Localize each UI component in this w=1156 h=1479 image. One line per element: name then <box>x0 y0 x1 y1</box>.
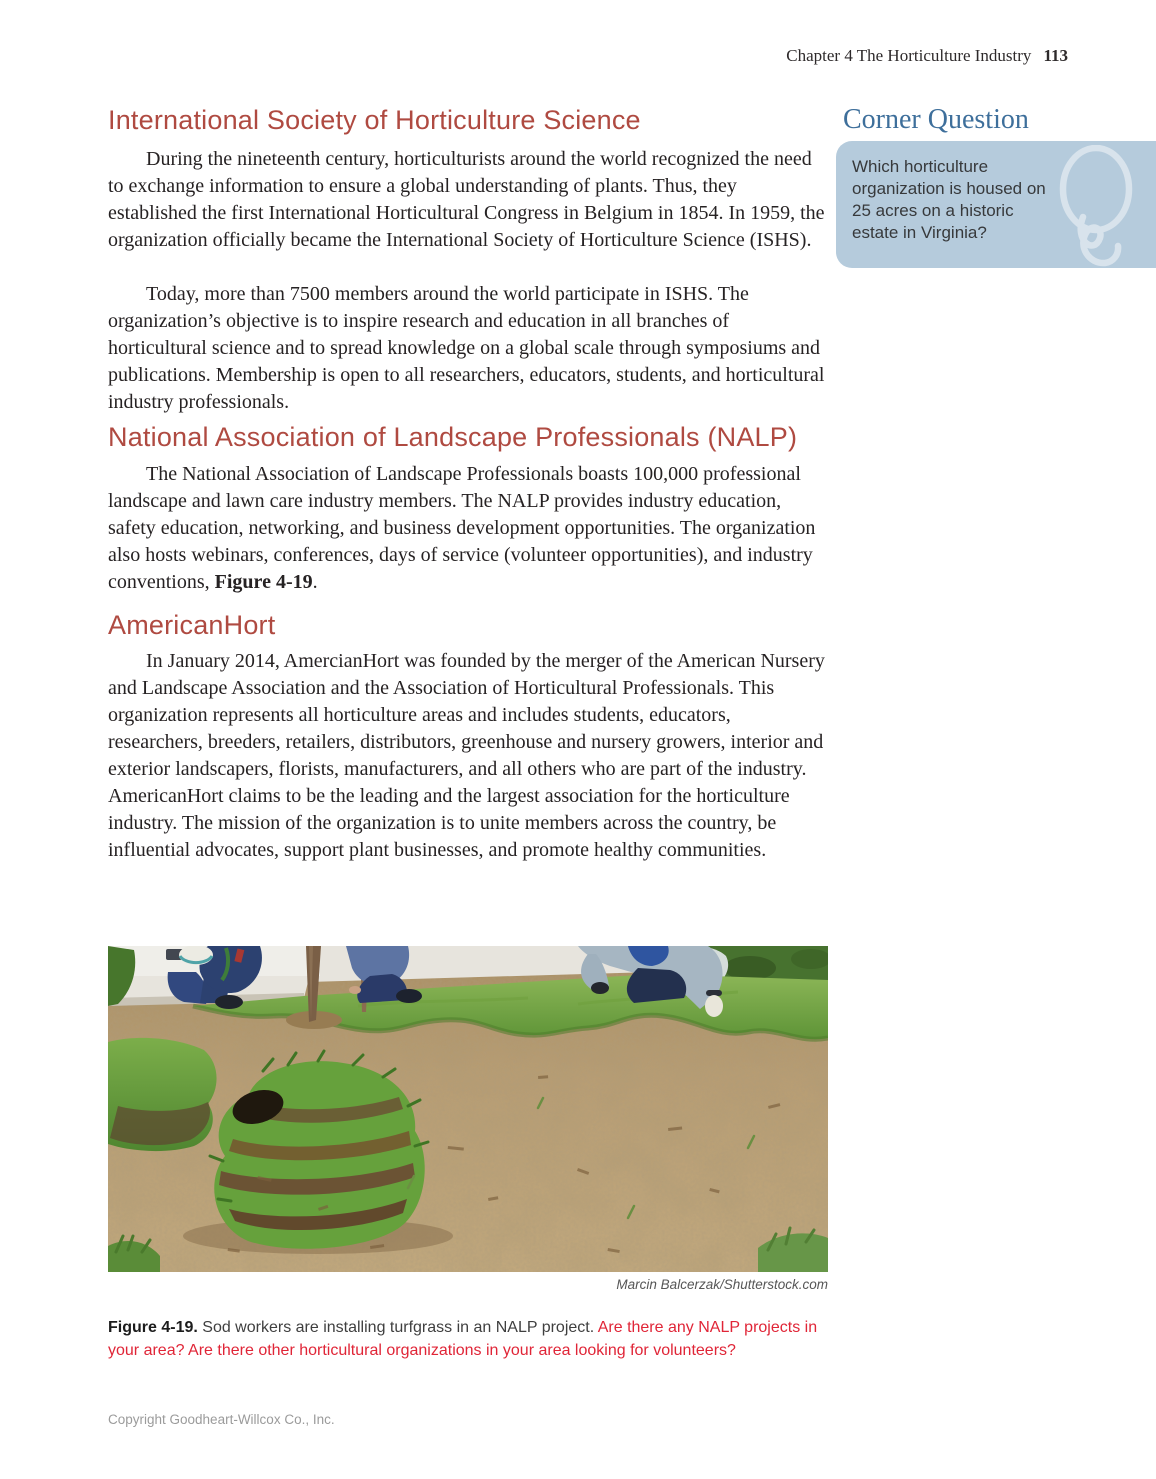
running-header <box>0 46 1068 66</box>
corner-question-box <box>836 141 1156 268</box>
page-number: 113 <box>1043 46 1068 65</box>
q-glyph-icon <box>1050 145 1142 267</box>
figure-caption-question: Are there any NALP projects in your area? Are there other horticultural organizations in your area looking for volunteers? <box>108 1319 818 1359</box>
paragraph-nalp-text: The National Association of Landscape Professionals boasts 100,000 professional landscape and lawn care industry members. The NALP provides industry education, safety education, networking, and business development opportunities. The organization also hosts webinars, conferences, days of service (volunteer opportunities), and industry conventions, <box>108 463 816 593</box>
figure-caption-text: Sod workers are installing turfgrass in an NALP project. <box>202 1319 595 1336</box>
corner-question-text: Which horticulture organization is housed on 25 acres on a historic estate in Virginia? <box>852 157 1046 242</box>
copyright-footer: Copyright Goodheart-Willcox Co., Inc. <box>108 1412 335 1427</box>
corner-question-heading: Corner Question <box>843 104 1029 135</box>
figure-credit: Marcin Balcerzak/Shutterstock.com <box>616 1277 828 1292</box>
figure-reference: Figure 4-19 <box>214 571 313 593</box>
figure-photo-sod-workers <box>108 946 828 1272</box>
running-header-title: Chapter 4 The Horticulture Industry <box>786 46 1032 65</box>
paragraph-ishs-2: Today, more than 7500 members around the world participate in ISHS. The organization’s objective is to inspire research and education in all branches of horticultural science and to spread knowledge on a global scale through symposiums and publications. Membership is open to all researchers, educators, students, and horticultural industry professionals. <box>108 283 825 413</box>
paragraph-americanhort: In January 2014, AmercianHort was founded by the merger of the American Nursery and Landscape Association and the Association of Horticultural Professionals. This organization represents all horticulture areas and includes students, educators, researchers, breeders, retailers, distributors, greenhouse and nursery growers, interior and exterior landscapers, florists, manufacturers, and all others who are part of the industry. AmericanHort claims to be the leading and the largest association for the horticulture industry. The mission of the organization is to unite members across the country, be influential advocates, support plant businesses, and promote healthy communities. <box>108 650 825 861</box>
section-heading-ishs: International Society of Horticulture Science <box>108 105 641 135</box>
paragraph-ishs-1: During the nineteenth century, horticulturists around the world recognized the need to exchange information to ensure a global understanding of plants. Thus, they established the first International Horticultural Congress in Belgium in 1854. In 1959, the organization officially became the International Society of Horticulture Science (ISHS). <box>108 148 825 251</box>
section-heading-nalp: National Association of Landscape Professionals (NALP) <box>108 422 798 452</box>
section-heading-americanhort: AmericanHort <box>108 610 276 640</box>
figure-caption-label: Figure 4-19. <box>108 1319 198 1336</box>
figure-caption <box>108 1316 832 1362</box>
paragraph-nalp <box>108 461 828 596</box>
figure-reference-suffix: . <box>312 571 318 593</box>
sod-mound-left <box>108 1038 217 1151</box>
